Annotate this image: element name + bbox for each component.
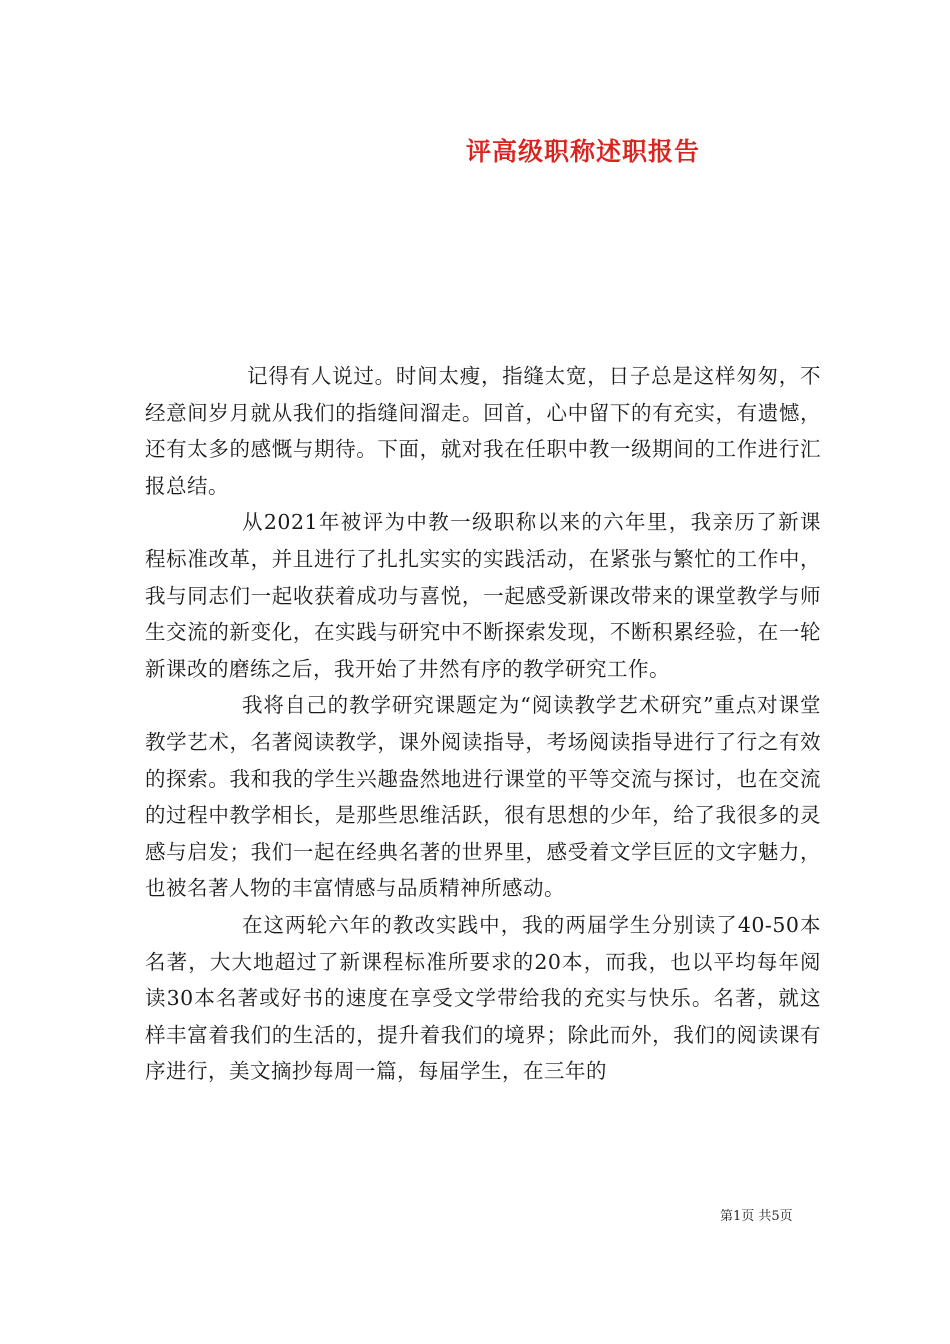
document-title: 评高级职称述职报告 bbox=[465, 137, 700, 166]
page-number-footer: 第1页 共5页 bbox=[720, 1209, 793, 1224]
paragraph-2: 从2021年被评为中教一级职称以来的六年里，我亲历了新课程标准改革，并且进行了扎扎实实的实践活动，在紧张与繁忙的工作中，我与同志们一起收获着成功与喜悦，一起感受新课改带来的课堂教学与师生交流的新变化，在实践与研究中不断探索发现，不断积累经验，在一轮新课改的磨练之后，我开始了井然有序的教学研究工作。 bbox=[145, 510, 821, 681]
document-body bbox=[145, 358, 821, 1090]
paragraph-3: 我将自己的教学研究课题定为“阅读教学艺术研究”重点对课堂教学艺术，名著阅读教学，课外阅读指导，考场阅读指导进行了行之有效的探索。我和我的学生兴趣盎然地进行课堂的平等交流与探讨，也在交流的过程中教学相长，是那些思维活跃，很有思想的少年，给了我很多的灵感与启发；我们一起在经典名著的世界里，感受着文学巨匠的文字魅力，也被名著人物的丰富情感与品质精神所感动。 bbox=[145, 693, 821, 901]
paragraph-4: 在这两轮六年的教改实践中，我的两届学生分别读了40-50本名著，大大地超过了新课程标准所要求的20本，而我，也以平均每年阅读30本名著或好书的速度在享受文学带给我的充实与快乐。名著，就这样丰富着我们的生活的，提升着我们的境界；除此而外，我们的阅读课有序进行，美文摘抄每周一篇，每届学生，在三年的 bbox=[145, 912, 821, 1084]
paragraph-1: 记得有人说过。时间太瘦，指缝太宽，日子总是这样匆匆，不经意间岁月就从我们的指缝间溜走。回首，心中留下的有充实，有遗憾，还有太多的感慨与期待。下面，就对我在任职中教一级期间的工作进行汇报总结。 bbox=[145, 364, 821, 498]
